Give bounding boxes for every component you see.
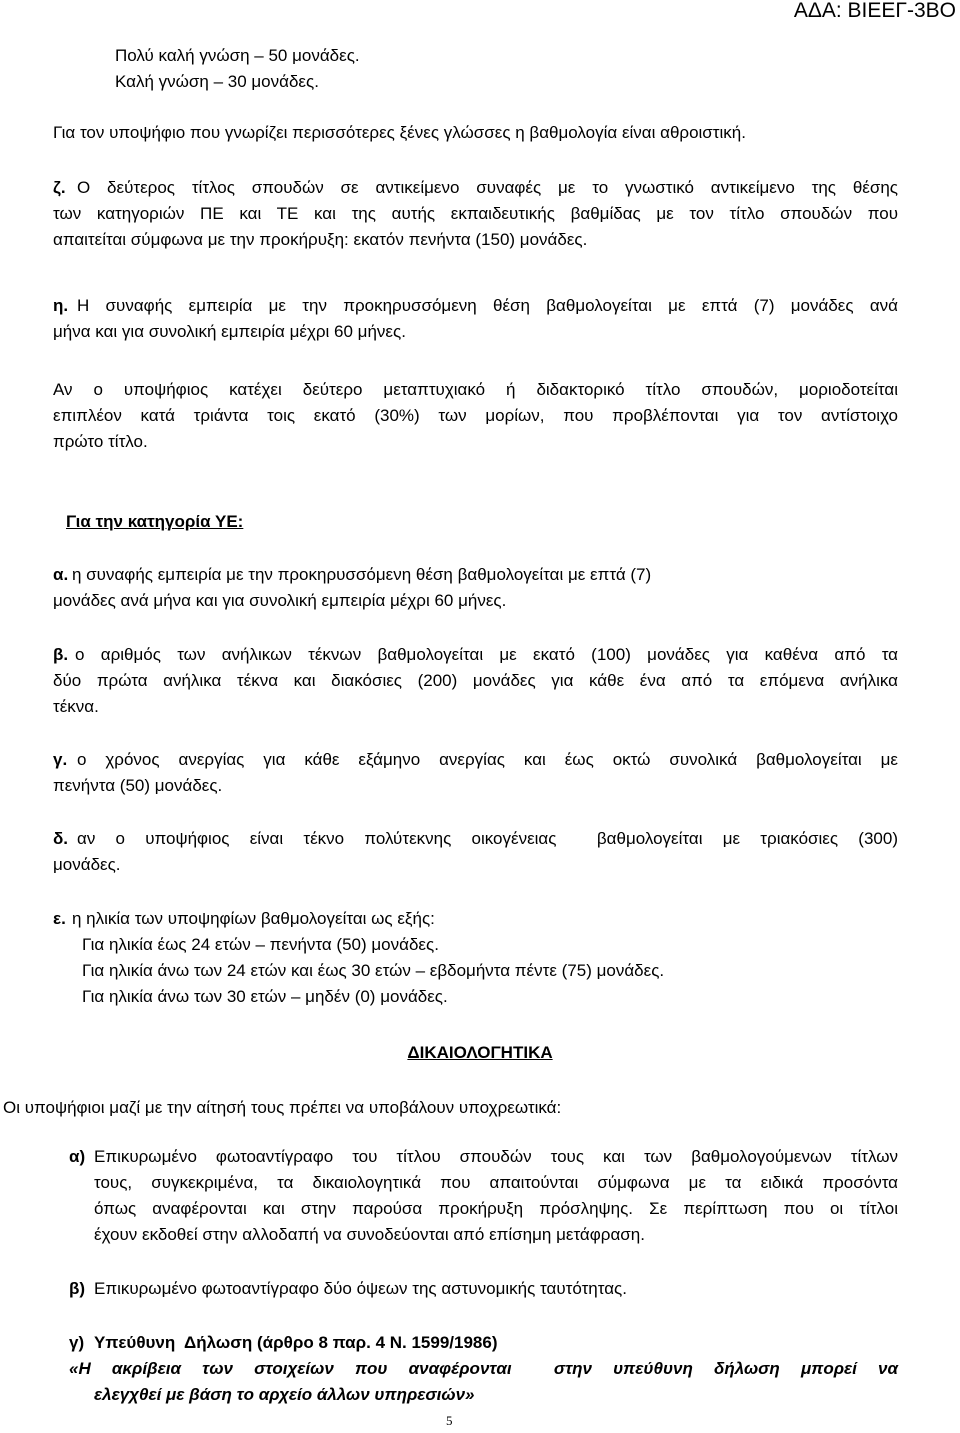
doc-c-marker: γ) [69, 1333, 85, 1352]
ye-e-marker: ε. [53, 909, 66, 928]
ye-d-marker: δ. [53, 829, 69, 848]
second-title-note-line: πρώτο τίτλο. [53, 432, 148, 451]
item-z-line: Ο δεύτερος τίτλος σπουδών σε αντικείμενο συναφές με το γνωστικό αντικείμενο της θέσης [77, 178, 898, 197]
ye-category-heading: Για την κατηγορία ΥΕ: [66, 512, 244, 531]
doc-b-text: Επικυρωμένο φωτοαντίγραφο δύο όψεων της αστυνομικής ταυτότητας. [94, 1279, 627, 1298]
very-good-score: Πολύ καλή γνώση – 50 μονάδες. [115, 46, 360, 65]
doc-a-line: όπως αναφέρονται και στην παρούσα προκήρυξη πρόσληψης. Σε περίπτωση που οι τίτλοι [94, 1199, 898, 1218]
document-code: ΑΔΑ: ΒΙΕΕΓ-3ΒΟ [793, 0, 956, 22]
item-h-line: Η συναφής εμπειρία με την προκηρυσσόμενη θέση βαθμολογείται με επτά (7) μονάδες ανά [77, 296, 898, 315]
doc-a-line: τους, συγκεκριμένα, τα δικαιολογητικά που απαιτούνται σύμφωνα με τα ειδικά προσόντα [94, 1173, 898, 1192]
item-z-marker: ζ. [53, 178, 66, 197]
second-title-note-line: επιπλέον κατά τριάντα τοις εκατό (30%) των μορίων, που προβλέπονται για τον αντίστοιχο [53, 406, 898, 425]
ye-b-line: δύο πρώτα ανήλικα τέκνα και διακόσιες (200) μονάδες για κάθε ένα από τα επόμενα ανήλικα [53, 671, 898, 690]
ye-b-marker: β. [53, 645, 69, 664]
ye-a-line: η συναφής εμπειρία με την προκηρυσσόμενη θέση βαθμολογείται με επτά (7) [72, 565, 652, 584]
doc-a-marker: α) [69, 1147, 86, 1166]
second-title-note-line: Αν ο υποψήφιος κατέχει δεύτερο μεταπτυχιακό ή διδακτορικό τίτλο σπουδών, μοριοδοτείται [53, 380, 898, 399]
item-z-line: των κατηγοριών ΠΕ και ΤΕ και της αυτής εκπαιδευτικής βαθμίδας με τον τίτλο σπουδών που [53, 204, 898, 223]
doc-c-title: Υπεύθυνη Δήλωση (άρθρο 8 παρ. 4 Ν. 1599/1986) [94, 1333, 498, 1352]
ye-b-line: τέκνα. [53, 697, 99, 716]
ye-c-marker: γ. [53, 750, 68, 769]
ye-a-line: μονάδες ανά μήνα και για συνολική εμπειρία μέχρι 60 μήνες. [53, 591, 507, 610]
ye-d-line: αν ο υποψήφιος είναι τέκνο πολύτεκνης οικογένειας βαθμολογείται με τριακόσιες (300) [77, 829, 898, 848]
age-row: Για ηλικία άνω των 30 ετών – μηδέν (0) μονάδες. [82, 987, 448, 1006]
ye-a-marker: α. [53, 565, 69, 584]
doc-a-line: έχουν εκδοθεί στην αλλοδαπή να συνοδεύονται από επίσημη μετάφραση. [94, 1225, 645, 1244]
age-row: Για ηλικία έως 24 ετών – πενήντα (50) μονάδες. [82, 935, 439, 954]
doc-a-line: Επικυρωμένο φωτοαντίγραφο του τίτλου σπουδών τους και των βαθμολογούμενων τίτλων [94, 1147, 898, 1166]
cumulative-note: Για τον υποψήφιο που γνωρίζει περισσότερες ξένες γλώσσες η βαθμολογία είναι αθροιστική. [53, 123, 746, 142]
item-z-line: απαιτείται σύμφωνα με την προκήρυξη: εκατόν πενήντα (150) μονάδες. [53, 230, 588, 249]
ye-e-intro: η ηλικία των υποψηφίων βαθμολογείται ως εξής: [72, 909, 435, 928]
ye-b-line: ο αριθμός των ανήλικων τέκνων βαθμολογείται με εκατό (100) μονάδες για καθένα από τα [75, 645, 898, 664]
ye-c-line: πενήντα (50) μονάδες. [53, 776, 223, 795]
page-number: 5 [446, 1413, 453, 1428]
documents-intro: Οι υποψήφιοι μαζί με την αίτησή τους πρέπει να υποβάλουν υποχρεωτικά: [3, 1098, 562, 1117]
age-row: Για ηλικία άνω των 24 ετών και έως 30 ετών – εβδομήντα πέντε (75) μονάδες. [82, 961, 665, 980]
doc-b-marker: β) [69, 1279, 86, 1298]
documents-heading: ΔΙΚΑΙΟΛΟΓΗΤΙΚΑ [407, 1043, 553, 1062]
item-h-marker: η. [53, 296, 69, 315]
item-h-line: μήνα και για συνολική εμπειρία μέχρι 60 μήνες. [53, 322, 406, 341]
doc-c-quote-line: ελεγχθεί με βάση το αρχείο άλλων υπηρεσιών» [94, 1385, 475, 1404]
doc-c-quote-line: «Η ακρίβεια των στοιχείων που αναφέρονται στην υπεύθυνη δήλωση μπορεί να [69, 1359, 898, 1378]
ye-d-line: μονάδες. [53, 855, 121, 874]
good-score: Καλή γνώση – 30 μονάδες. [115, 72, 319, 91]
ye-c-line: ο χρόνος ανεργίας για κάθε εξάμηνο ανεργίας και έως οκτώ συνολικά βαθμολογείται με [77, 750, 898, 769]
